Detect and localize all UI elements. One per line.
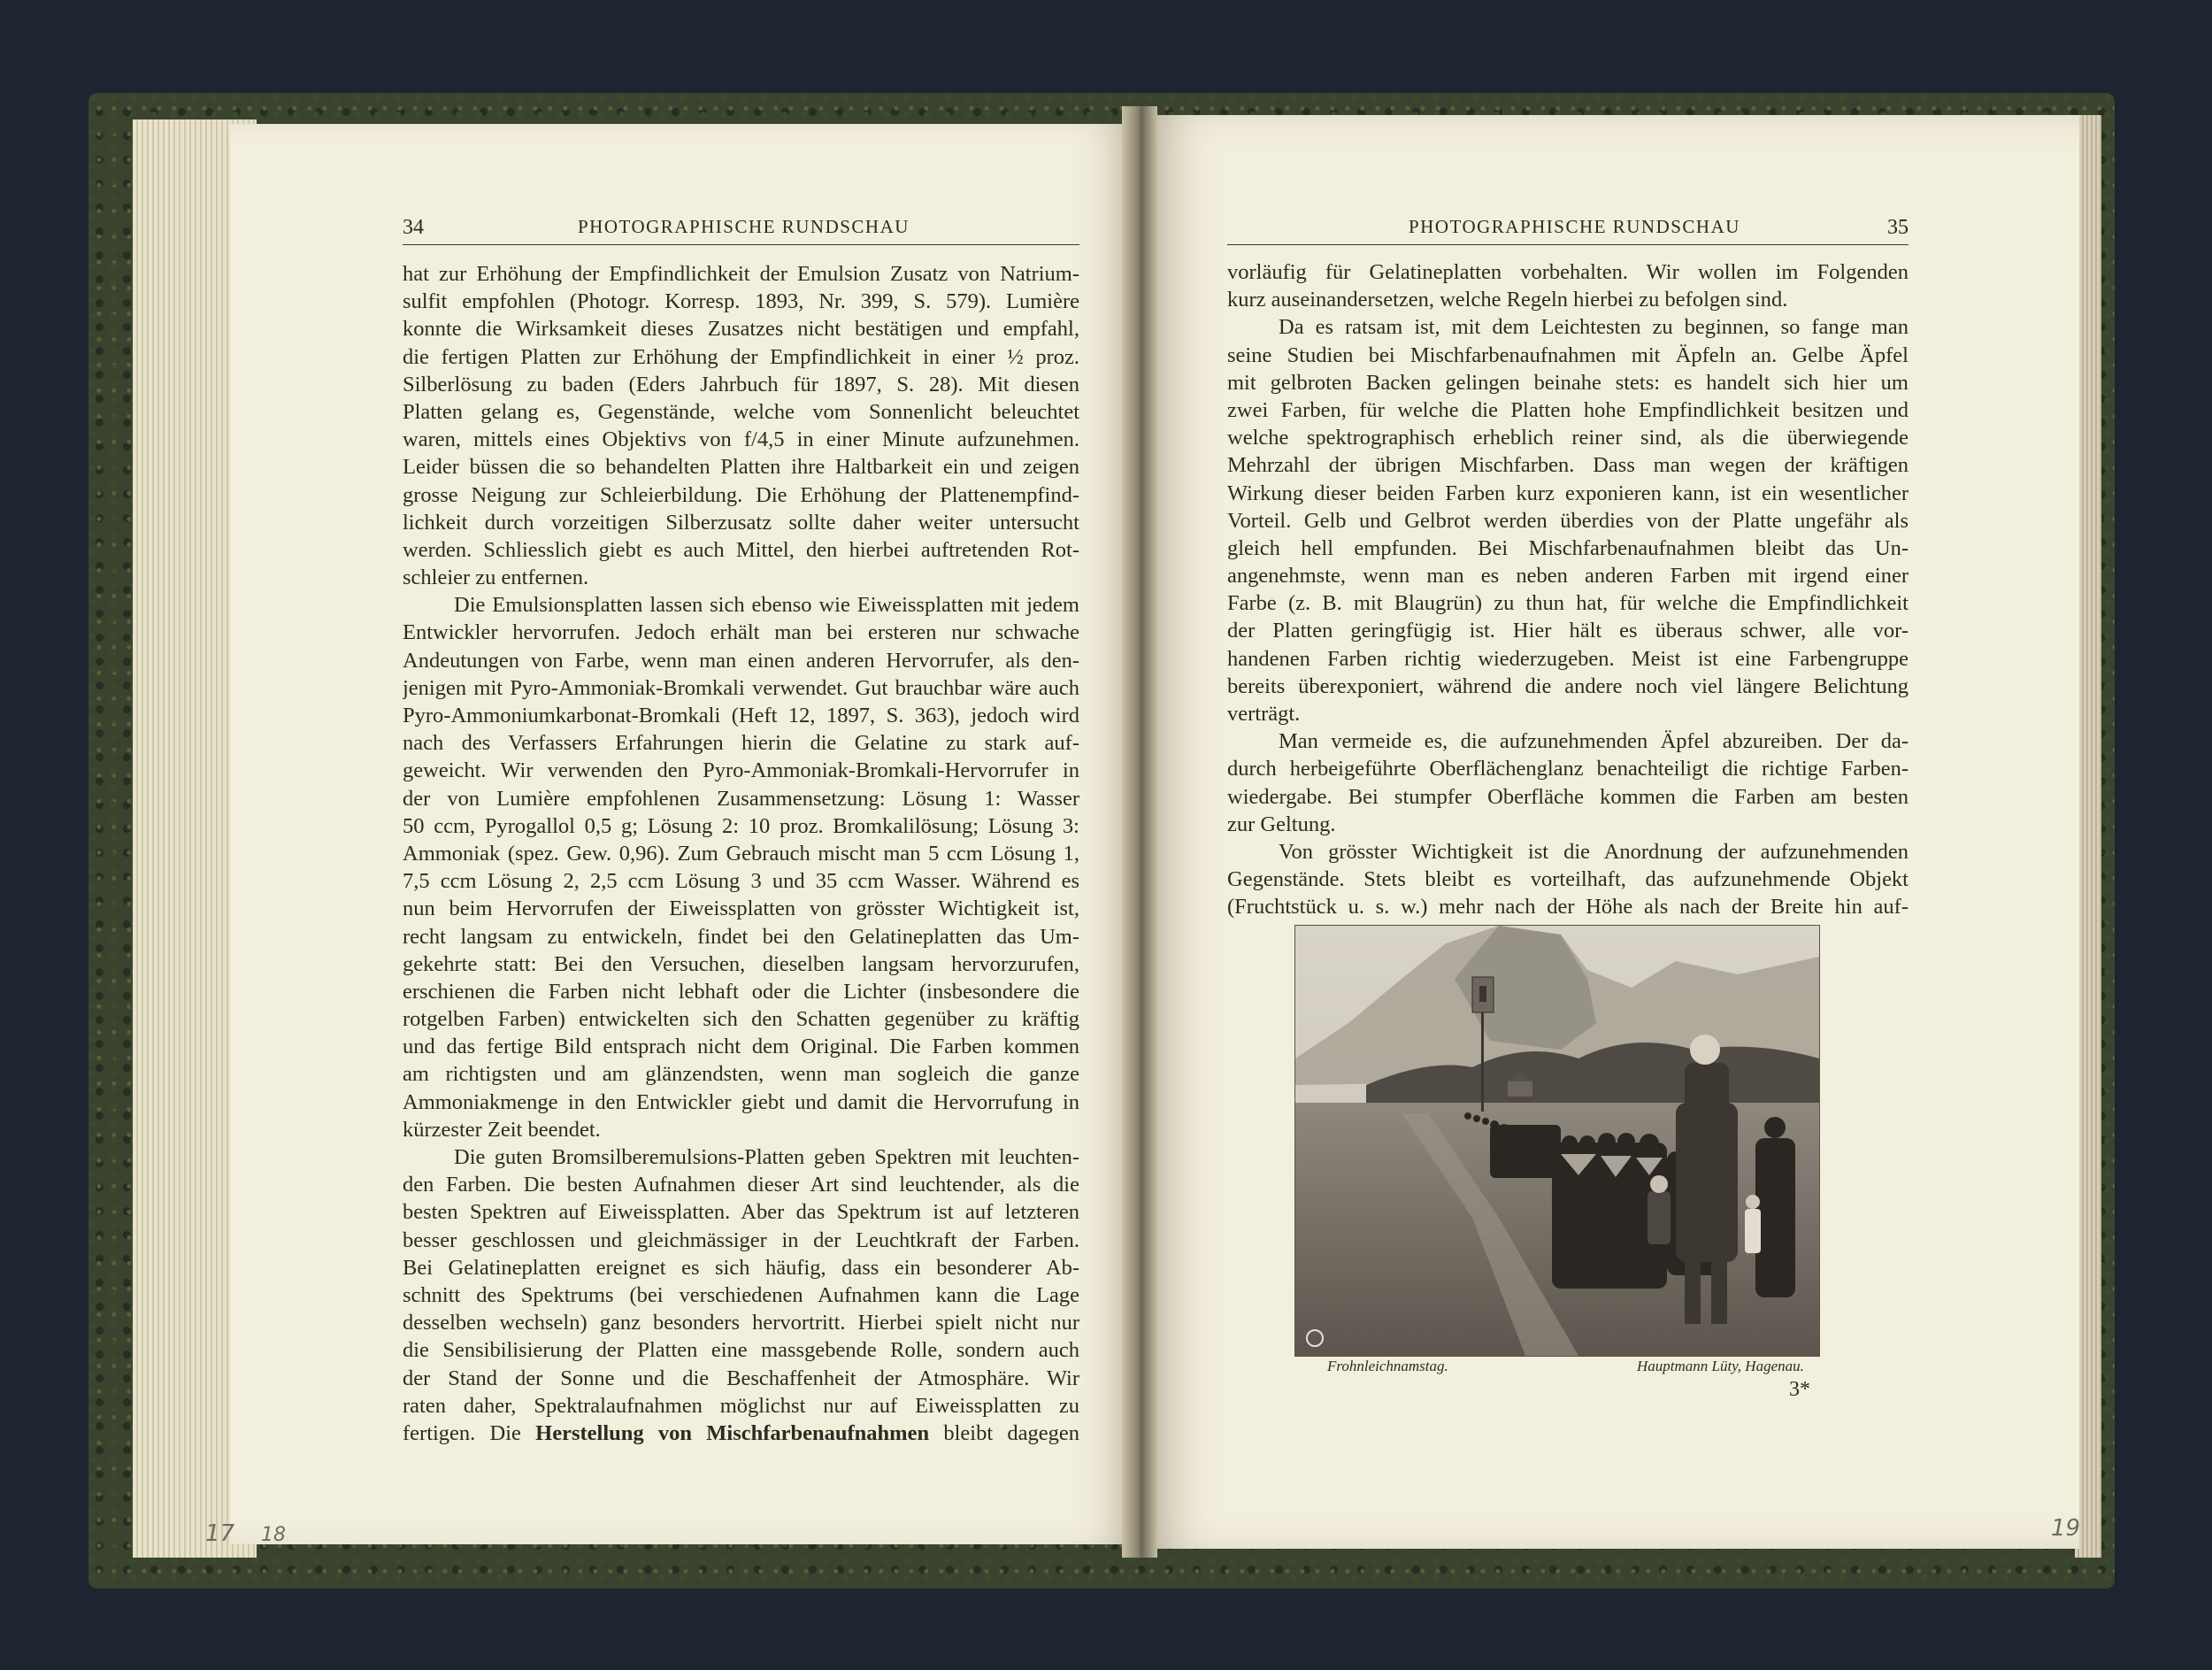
photo-caption-title: Frohnleichnamstag. [1327,1358,1448,1374]
left-text-line: Die Emulsionsplatten lassen sich ebenso wie Eiweissplatten mit jedem [454,593,1079,618]
left-text-line: grosse Neigung zur Schleierbildung. Die Erhöhung der Plattenempfind- [403,482,1079,507]
left-text-column [403,260,1079,1447]
left-text-line: recht langsam zu entwickeln, findet bei den Gelatineplatten das Um- [403,924,1079,949]
left-text-line: Silberlösung zu baden (Eders Jahrbuch für 1897, S. 28). Mit diesen [403,372,1079,396]
signature-mark: 3* [1789,1378,1810,1401]
bold-heading-phrase: Herstellung von Mischfarbenaufnahmen [535,1420,930,1445]
right-text-line: verträgt. [1227,702,1301,726]
left-text-line: Die guten Bromsilberemulsions-Platten geben Spektren mit leuchten- [454,1145,1079,1169]
right-text-line: kurz auseinandersetzen, welche Regeln hierbei zu befolgen sind. [1227,288,1788,312]
left-text-line: nun beim Hervorrufen der Eiweissplatten von grösster Wichtigkeit ist, [403,897,1079,921]
pencil-mark-18: 18 [261,1524,286,1546]
left-text-line: hat zur Erhöhung der Empfindlichkeit der Emulsion Zusatz von Natrium- [403,262,1079,286]
left-text-line: besten Spektren auf Eiweissplatten. Aber das Spektrum ist auf letzteren [403,1200,1079,1225]
right-text-line: welche spektrographisch erheblich reiner sind, als die überwiegende [1227,426,1909,450]
right-text-line: zwei Farben, für welche die Platten hohe Empfindlichkeit besitzen und [1227,397,1909,422]
left-running-header [403,214,1079,245]
right-text-line: seine Studien bei Mischfarbenaufnahmen mit Äpfeln an. Gelbe Äpfel [1227,342,1909,367]
left-text-line: geweicht. Wir verwenden den Pyro-Ammoniak-Bromkali-Hervorrufer in [403,758,1079,783]
right-page-number: 35 [1887,216,1909,239]
left-text-line-final [403,1420,1079,1447]
right-text-line: Vorteil. Gelb und Gelbrot werden überdies von der Platte ungefähr als [1227,508,1909,533]
right-text-line: vorläufig für Gelatineplatten vorbehalten. Wir wollen im Folgenden [1227,260,1909,284]
left-text-line: Andeutungen von Farbe, wenn man einen anderen Hervorrufer, als den- [403,648,1079,673]
left-text-line: Pyro-Ammoniumkarbonat-Bromkali (Heft 12, 1897, S. 363), jedoch wird [403,704,1079,727]
left-text-line: jenigen mit Pyro-Ammoniak-Bromkali verwendet. Gut brauchbar wäre auch [403,675,1079,700]
right-text-line: Gegenstände. Stets bleibt es vorteilhaft, das aufzunehmende Objekt [1227,867,1909,892]
left-text-line: 50 ccm, Pyrogallol 0,5 g; Lösung 2: 10 proz. Bromkalilösung; Lösung 3: [403,813,1079,838]
left-text-line: und das fertige Bild entsprach nicht dem Original. Die Farben kommen [403,1035,1079,1059]
left-text-line: die Sensibilisierung der Platten eine massgebende Rolle, sondern auch [403,1338,1079,1363]
pencil-mark-19: 19 [2051,1515,2081,1542]
left-text-line: die fertigen Platten zur Erhöhung der Empfindlichkeit in einer ½ proz. [403,344,1079,369]
left-text-line: gekehrte statt: Bei den Versuchen, dieselben langsam hervorzurufen, [403,951,1079,976]
procession-photograph [1294,925,1820,1357]
right-text-line: Farbe (z. B. mit Blaugrün) zu thun hat, für welche die Empfindlichkeit [1227,591,1909,616]
right-running-header [1227,214,1909,245]
left-text-line: den Farben. Die besten Aufnahmen dieser Art sind leuchtender, als die [403,1173,1079,1197]
left-text-line: werden. Schliesslich giebt es auch Mittel, den hierbei auftretenden Rot- [403,537,1079,562]
left-text-line: rotgelben Farben) entwickelten sich den Schatten gegenüber zu kräftig [403,1007,1079,1032]
left-text-line: Bei Gelatineplatten ereignet es sich häufig, dass ein besonderer Ab- [403,1255,1079,1280]
final-line-start: fertigen. Die [403,1420,536,1445]
right-text-line: (Fruchtstück u. s. w.) mehr nach der Höhe als nach der Breite hin auf- [1227,895,1909,920]
right-text-line: Von grösster Wichtigkeit ist die Anordnung der aufzunehmenden [1279,839,1909,864]
left-text-line: 7,5 ccm Lösung 2, 2,5 ccm Lösung 3 und 35 ccm Wasser. Während es [403,869,1079,894]
left-text-line: besser geschlossen und gleichmässiger in der Leuchtkraft der Farben. [403,1227,1079,1252]
right-text-line: gleich hell empfunden. Bei Mischfarbenaufnahmen bleibt das Un- [1227,535,1909,560]
left-text-line: der Stand der Sonne und die Beschaffenheit der Atmosphäre. Wir [403,1366,1079,1390]
left-text-line: desselben wechseln) ganz besonders hervortritt. Hierbei spielt nicht nur [403,1311,1079,1335]
left-text-line: konnte die Wirksamkeit dieses Zusatzes nicht bestätigen und empfahl, [403,317,1079,342]
procession-photo-drawing [1295,926,1819,1356]
pencil-mark-17: 17 [205,1520,235,1547]
right-text-line: Mehrzahl der übrigen Mischfarben. Dass man wegen der kräftigen [1227,453,1909,478]
right-text-line: durch herbeigeführte Oberflächenglanz benachteiligt die richtige Farben- [1227,757,1909,781]
left-text-line: schnitt des Spektrums (bei verschiedenen Aufnahmen kann die Lage [403,1282,1079,1307]
left-running-title: PHOTOGRAPHISCHE RUNDSCHAU [578,216,910,237]
right-text-column [1227,258,1909,921]
right-text-line: handenen Farben richtig wiederzugeben. Meist ist eine Farbengruppe [1227,646,1909,671]
left-text-line: lichkeit durch vorzeitigen Silberzusatz sollte daher weiter untersucht [403,510,1079,535]
left-text-line: waren, mittels eines Objektivs von f/4,5 in einer Minute aufzunehmen. [403,427,1079,452]
left-text-line: der von Lumière empfohlenen Zusammensetzung: Lösung 1: Wasser [403,786,1079,811]
left-text-line: Ammoniakmenge in den Entwickler giebt und damit die Hervorrufung in [403,1089,1079,1114]
left-text-line: schleier zu entfernen. [403,566,589,590]
left-text-line: Leider büssen die so behandelten Platten ihre Haltbarkeit ein und zeigen [403,455,1079,480]
right-text-line: Man vermeide es, die aufzunehmenden Äpfel abzureiben. Der da- [1279,729,1909,754]
left-text-line: erschienen die Farben nicht lebhaft oder die Lichter (insbesondere die [403,979,1079,1004]
right-text-line: zur Geltung. [1227,812,1336,836]
left-page-number: 34 [403,216,424,239]
right-text-line: Da es ratsam ist, mit dem Leichtesten zu beginnen, so fange man [1279,315,1909,340]
left-text-line: kürzester Zeit beendet. [403,1117,601,1142]
photo-caption-credit: Hauptmann Lüty, Hagenau. [1637,1358,1804,1374]
right-text-line: mit gelbroten Backen gelingen beinahe stets: es handelt sich hier um [1227,370,1909,395]
right-text-line: angenehmste, wenn man es neben anderen Farben mit irgend einer [1227,564,1909,589]
left-text-line: sulfit empfohlen (Photogr. Korresp. 1893, Nr. 399, S. 579). Lumière [403,289,1079,314]
left-text-line: raten daher, Spektralaufnahmen möglichst nur auf Eiweissplatten zu [403,1393,1079,1418]
right-text-line: wiedergabe. Bei stumpfer Oberfläche kommen die Farben am besten [1227,784,1909,809]
left-text-line: Entwickler hervorrufen. Jedoch erhält man bei ersteren nur schwache [403,620,1079,645]
right-text-line: bereits überexponiert, während die andere noch viel längere Belichtung [1227,673,1909,698]
book-gutter [1122,106,1157,1558]
final-line-end: bleibt dagegen [929,1420,1079,1445]
left-text-line: am richtigsten und am glänzendsten, wenn man sogleich die ganze [403,1062,1079,1087]
left-text-line: nach des Verfassers Erfahrungen hierin die Gelatine zu stark auf- [403,731,1079,756]
left-text-line: Ammoniak (spez. Gew. 0,96). Zum Gebrauch mischt man 5 ccm Lösung 1, [403,841,1079,866]
right-text-line: Wirkung dieser beiden Farben kurz exponieren kann, ist ein wesentlicher [1227,481,1909,505]
left-text-line: Platten gelang es, Gegenstände, welche vom Sonnenlicht beleuchtet [403,399,1079,424]
right-text-line: der Platten geringfügig ist. Hier hält es überaus schwer, alle vor- [1227,619,1909,643]
right-running-title: PHOTOGRAPHISCHE RUNDSCHAU [1409,216,1740,237]
